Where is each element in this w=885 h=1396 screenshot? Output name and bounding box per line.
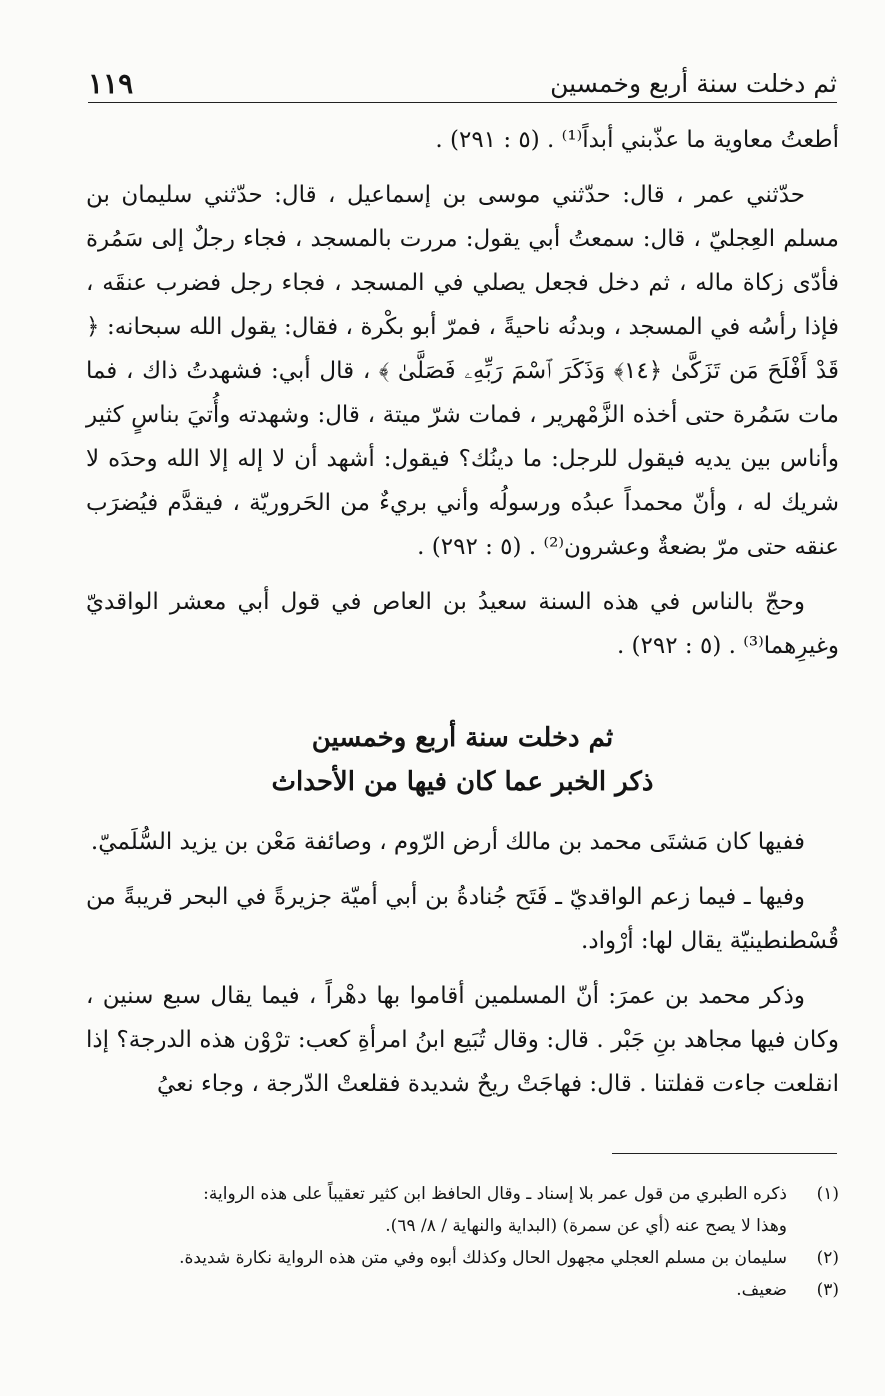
- footnote: [86, 1242, 839, 1274]
- footnote-line: ضعيف.: [736, 1280, 787, 1300]
- footnote: [86, 1178, 839, 1242]
- footnote-number: (٢): [816, 1248, 839, 1268]
- footnote-text: [86, 1242, 787, 1274]
- section-heading: ثم دخلت سنة أربع وخمسين: [311, 723, 614, 753]
- paragraph-muhammad-ibn-umar: وذكر محمد بن عمرَ: أنّ المسلمين أقاموا بها دهْراً ، فيما يقال سبع سنين ، وكان فيها مجاهد بنِ جَبْر . قال: وقال تُبَيع ابنُ امرأةِ كعب: ترْوْن هذه الدرجة؟ إذا انقلعت جاءت قفلتنا . قال: فهاجَتْ ريحٌ شديدة فقلعتْ الدّرجة ، وجاء نعيُ: [86, 983, 839, 1097]
- footnote-text: [86, 1178, 787, 1242]
- section-subheading: ذكر الخبر عما كان فيها من الأحداث: [271, 767, 654, 797]
- paragraph-arwad: وفيها ـ فيما زعم الواقديّ ـ فَتَح جُنادةُ بن أبي أميّة جزيرةً في البحر قريبةً من قُسْطنطينيّة يقال لها: أرْواد.: [86, 884, 839, 954]
- footnote-number: (٣): [816, 1280, 839, 1300]
- footnote: [86, 1274, 839, 1306]
- main-text: [86, 118, 839, 1117]
- footnote-line: وهذا لا يصح عنه (أي عن سمرة) (البداية والنهاية / ٨/ ٦٩).: [385, 1216, 787, 1236]
- footnote-number: (١): [816, 1184, 839, 1204]
- running-title: ثم دخلت سنة أربع وخمسين: [550, 69, 837, 98]
- page-number: ١١٩: [88, 67, 134, 100]
- paragraph-hajj-leader: وحجّ بالناس في هذه السنة سعيدُ بن العاص في قول أبي معشر الواقديّ وغيرِهما⁽³⁾ . (٥ : ٢٩٢) .: [86, 589, 839, 659]
- paragraph-hadith-samura: حدّثني عمر ، قال: حدّثني موسى بن إسماعيل ، قال: حدّثني سليمان بن مسلم العِجليّ ، قال: سمعتُ أبي يقول: مررت بالمسجد ، فجاء رجلٌ إلى سَمُرة فأدّى زكاة ماله ، ثم دخل فجعل يصلي في المسجد ، فجاء رجل فضرب عنقَه ، فإذا رأسُه في المسجد ، وبدنُه ناحيةً ، فمرّ أبو بكْرة ، فقال: يقول الله سبحانه: ﴿ قَدْ أَفْلَحَ مَن تَزَكَّىٰ ﴿١٤﴾ وَذَكَرَ ٱسْمَ رَبِّهِۦ فَصَلَّىٰ ﴾ ، قال أبي: فشهدتُ ذاك ، فما مات سَمُرة حتى أخذه الزَّمْهرير ، فمات شرّ ميتة ، قال: وشهدته وأُتيَ بناسٍ كثير وأناس بين يديه فيقول للرجل: ما دينُك؟ فيقول: أشهد أن لا إله إلا الله وحدَه لا شريك له ، وأنّ محمداً عبدُه ورسولُه وأني بريءٌ من الحَروريّة ، فيقدَّم فيُضرَب عنقه حتى مرّ بضعةٌ وعشرون⁽²⁾ . (٥ : ٢٩٢) .: [86, 182, 839, 560]
- footnote-separator: [612, 1153, 837, 1154]
- page-header: [88, 62, 837, 103]
- paragraph-continuation: أطعتُ معاوية ما عذّبني أبداً⁽¹⁾ . (٥ : ٢٩١) .: [435, 127, 839, 153]
- footnote-line: سليمان بن مسلم العجلي مجهول الحال وكذلك أبوه وفي متن هذه الرواية نكارة شديدة.: [179, 1248, 787, 1268]
- footnote-line: ذكره الطبري من قول عمر بلا إسناد ـ وقال الحافظ ابن كثير تعقيباً على هذه الرواية:: [203, 1184, 787, 1204]
- footnote-text: [86, 1274, 787, 1306]
- footnotes: [86, 1178, 839, 1306]
- paragraph-campaigns: ففيها كان مَشتَى محمد بن مالك أرض الرّوم ، وصائفة مَعْن بن يزيد السُّلَميّ.: [90, 829, 805, 855]
